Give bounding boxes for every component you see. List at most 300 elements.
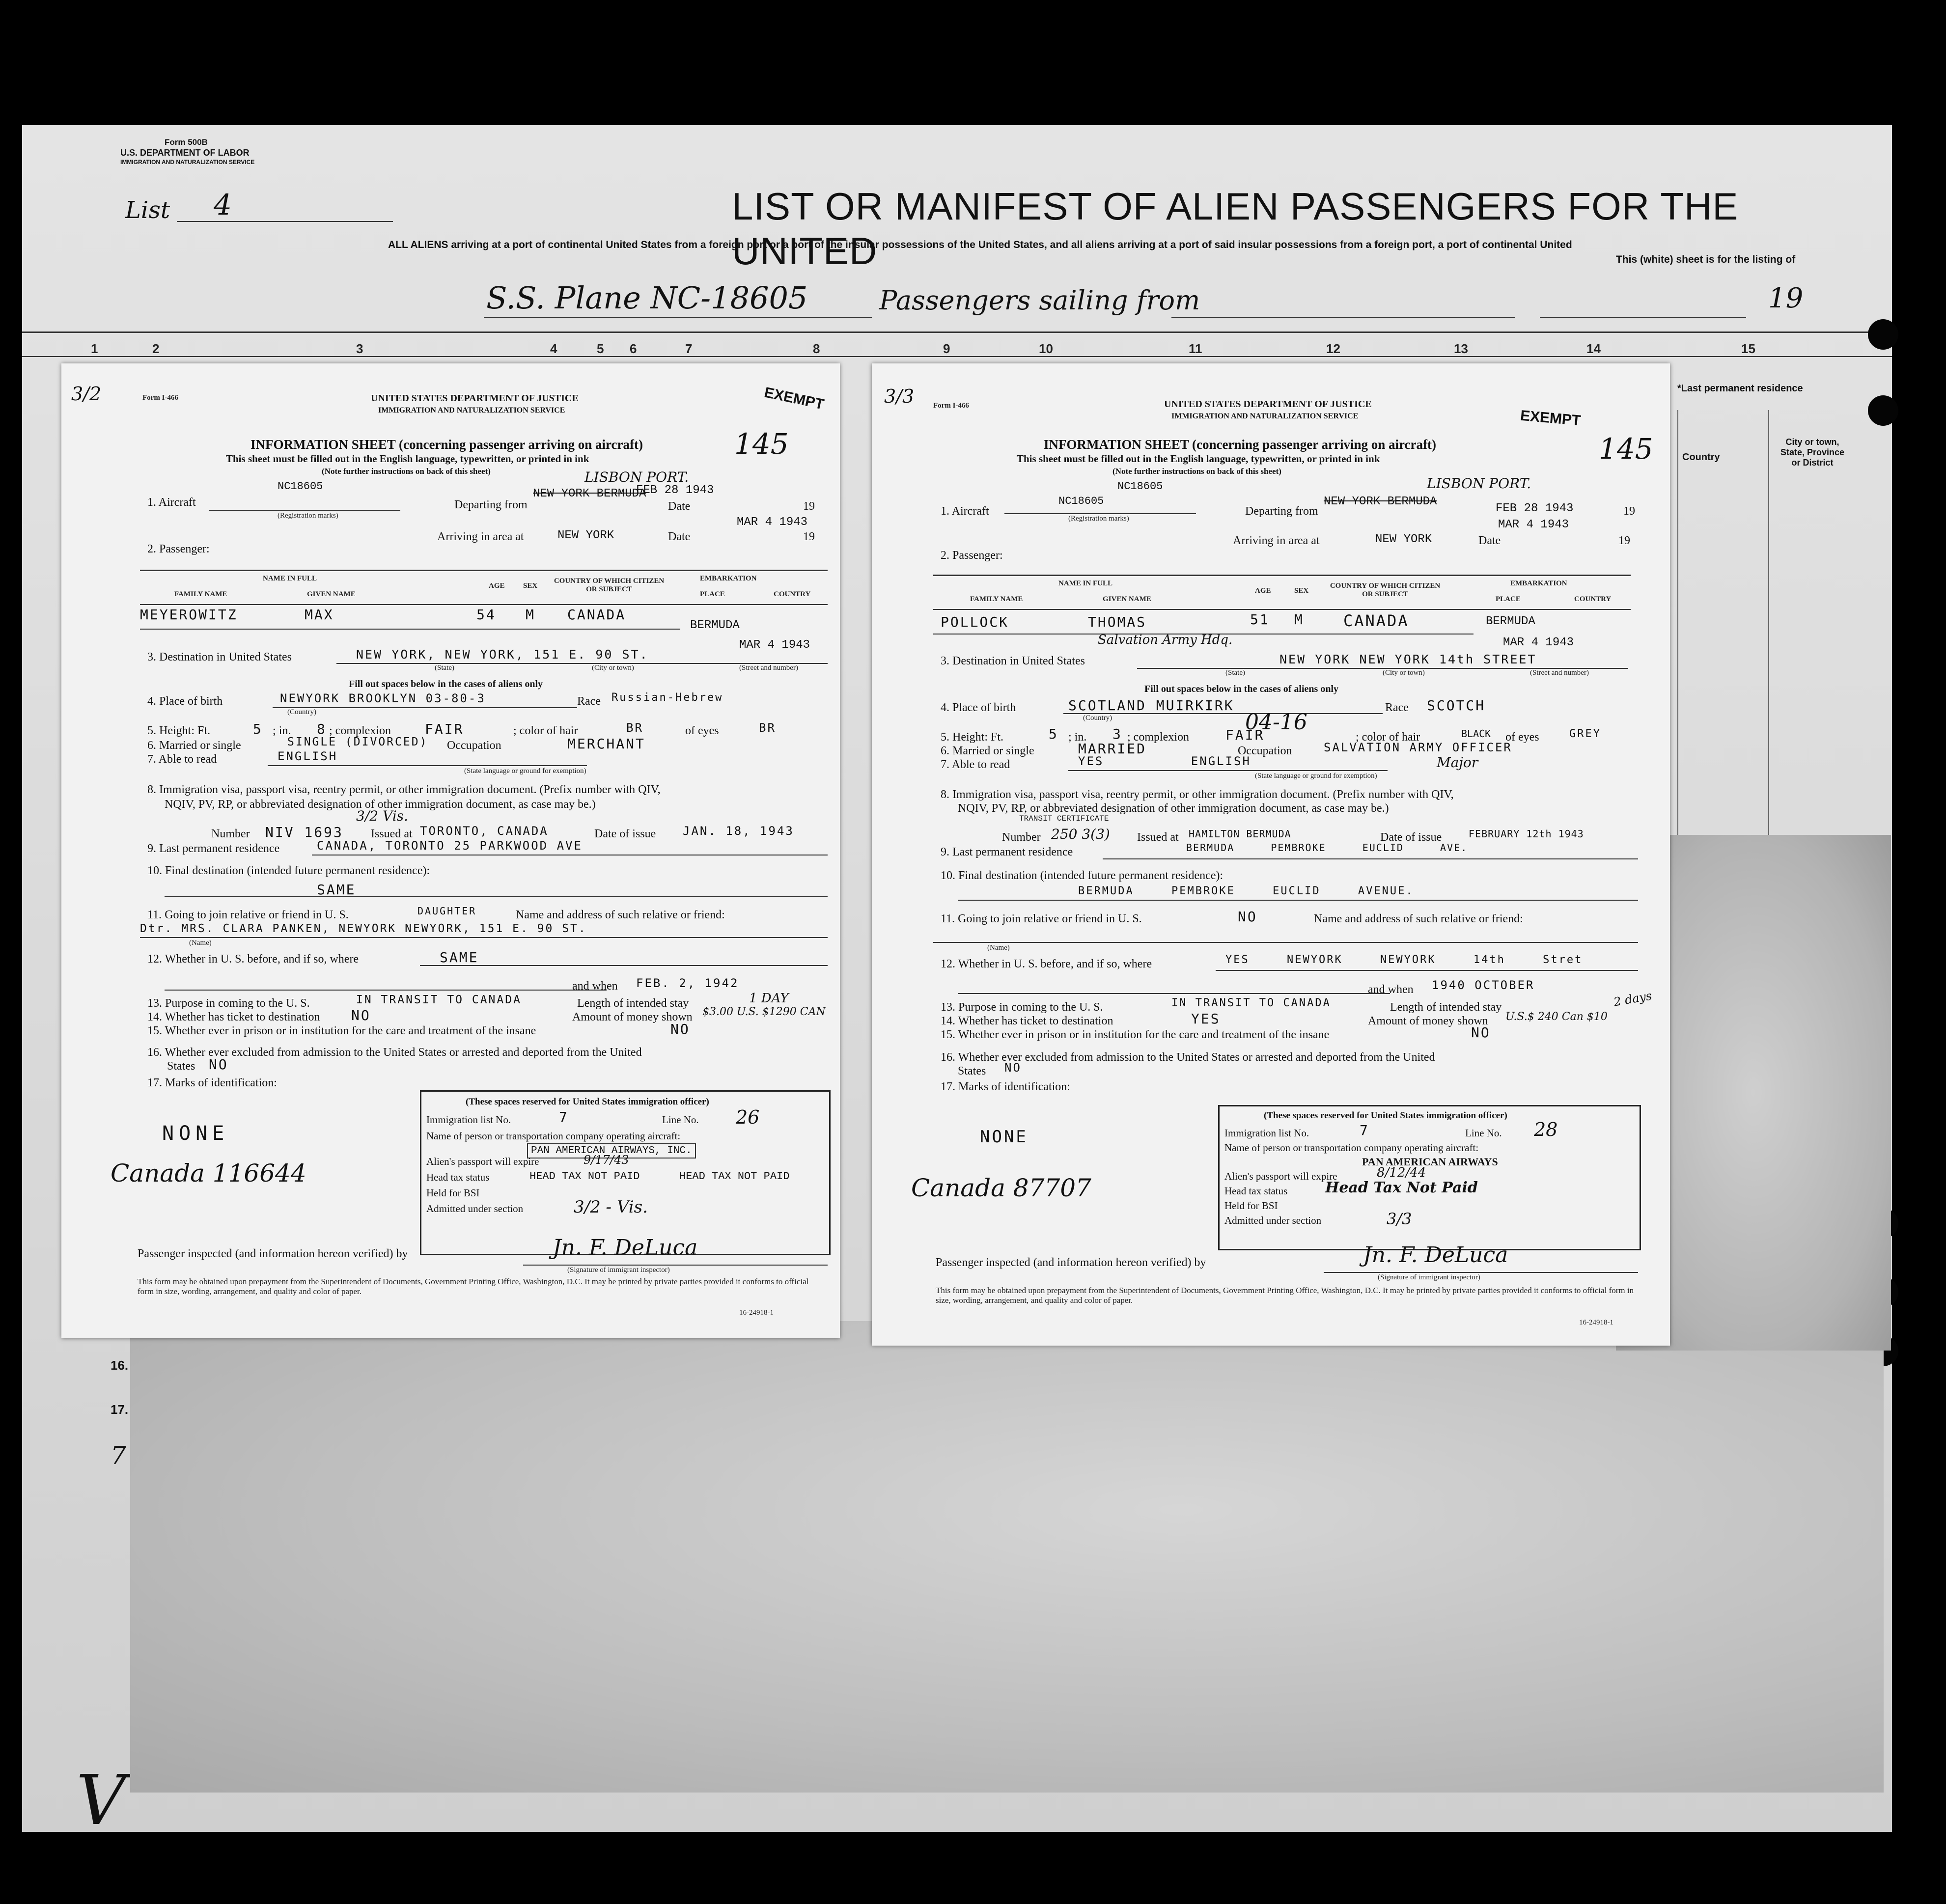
sheet2-and-when: and when bbox=[1368, 983, 1414, 996]
sheet2-hair: BLACK bbox=[1461, 728, 1491, 740]
sheet2-col-given: GIVEN NAME bbox=[1103, 595, 1151, 603]
sheet2-age: 51 bbox=[1250, 611, 1270, 628]
manifest-year: 19 bbox=[1768, 282, 1804, 314]
sheet2-q16a: 16. Whether ever excluded from admission to the United States or arrested and deported from the United bbox=[941, 1051, 1435, 1064]
sheet2-q8a: 8. Immigration visa, passport visa, reentry permit, or other immigration document. (Prefix number with QIV, bbox=[941, 788, 1454, 801]
bottom-check-mark: V bbox=[76, 1761, 126, 1841]
sheet2-money-label: Amount of money shown bbox=[1368, 1015, 1488, 1027]
sheet1-marks: NONE bbox=[162, 1122, 229, 1145]
sheet2-col-place: PLACE bbox=[1496, 595, 1521, 603]
sheet1-when: FEB. 2, 1942 bbox=[636, 976, 739, 990]
manifest-vessel: S.S. Plane NC-18605 bbox=[486, 280, 808, 316]
sheet1-in-label: ; in. bbox=[273, 724, 291, 737]
col-num-2: 2 bbox=[152, 341, 160, 356]
sheet2-col-age: AGE bbox=[1255, 587, 1271, 595]
sheet2-residence: BERMUDA PEMBROKE EUCLID AVE. bbox=[1186, 842, 1468, 854]
sheet1-company: PAN AMERICAN AIRWAYS, INC. bbox=[527, 1143, 696, 1159]
sheet2-q15: 15. Whether ever in prison or in institution for the care and treatment of the insane bbox=[941, 1028, 1330, 1041]
sheet1-residence: CANADA, TORONTO 25 PARKWOOD AVE bbox=[317, 839, 583, 853]
sheet1-aircraft-mark: NC18605 bbox=[278, 480, 323, 493]
sheet1-family-name: MEYEROWITZ bbox=[140, 607, 238, 623]
col15-rule bbox=[1677, 410, 1678, 901]
sheet1-hair: BR bbox=[626, 721, 643, 735]
sheet1-q17: 17. Marks of identification: bbox=[147, 1076, 277, 1089]
sheet1-agency: UNITED STATES DEPARTMENT OF JUSTICE bbox=[371, 393, 579, 404]
col-num-14: 14 bbox=[1586, 341, 1601, 356]
sheet1-admitted-label: Admitted under section bbox=[426, 1203, 524, 1214]
sheet1-q16b: States bbox=[167, 1060, 195, 1073]
sheet1-year-2: 19 bbox=[803, 530, 815, 543]
sheet1-q10: 10. Final destination (intended future permanent residence): bbox=[147, 864, 430, 877]
sheet2-box-title: (These spaces reserved for United States immigration officer) bbox=[1264, 1110, 1507, 1121]
sheet1-cert: Canada 116644 bbox=[111, 1159, 306, 1187]
sheet2-inspector: Jn. F. DeLuca bbox=[1363, 1242, 1508, 1268]
sheet2-col-family: FAMILY NAME bbox=[970, 595, 1023, 603]
sheet2-aliens-only: Fill out spaces below in the cases of aliens only bbox=[1144, 684, 1339, 694]
sheet2-footer: This form may be obtained upon prepayment from the Superintendent of Documents, Government Printing Office, Washington, D.C. It may be printed by private parties provided it conforms to official form in size, wording, arrangement, and quality and color of paper. bbox=[936, 1286, 1634, 1305]
sheet1-race: Russian-Hebrew bbox=[612, 691, 723, 704]
sheet1-embark-place: BERMUDA bbox=[690, 619, 740, 632]
sheet2-embark-place: BERMUDA bbox=[1486, 615, 1535, 628]
sheet1-line-label: Line No. bbox=[662, 1114, 699, 1126]
col-num-11: 11 bbox=[1189, 341, 1202, 356]
sheet1-inspector: Jn. F. DeLuca bbox=[553, 1235, 698, 1260]
col-num-8: 8 bbox=[813, 341, 820, 356]
sheet1-aliens-only: Fill out spaces below in the cases of aliens only bbox=[349, 679, 543, 690]
sheet2-stay: 2 days bbox=[1612, 989, 1653, 1009]
sheet1-final-dest: SAME bbox=[317, 882, 356, 898]
sheet2-passport-label: Alien's passport will expire bbox=[1224, 1170, 1337, 1182]
sheet1-q14: 14. Whether has ticket to destination bbox=[147, 1011, 320, 1023]
sheet2-line-no: 28 bbox=[1534, 1119, 1558, 1140]
sheet1-eyes-label: of eyes bbox=[685, 724, 719, 737]
sheet1-instr2: (Note further instructions on back of this sheet) bbox=[322, 467, 491, 476]
col-num-6: 6 bbox=[630, 341, 637, 356]
table-bottom-rule bbox=[140, 629, 680, 630]
sheet1-col-name-full: NAME IN FULL bbox=[263, 575, 317, 582]
sheet1-street-lbl: (Street and number) bbox=[739, 664, 798, 672]
sheet1-head-tax-stamp: HEAD TAX NOT PAID bbox=[679, 1170, 790, 1183]
sheet2-race: SCOTCH bbox=[1427, 697, 1486, 714]
manifest-title: LIST OR MANIFEST OF ALIEN PASSENGERS FOR THE UNITED bbox=[732, 185, 1739, 273]
sheet2-read-note: (State language or ground for exemption) bbox=[1255, 772, 1377, 780]
sheet2-family-name: POLLOCK bbox=[941, 614, 1009, 630]
sheet1-before: SAME bbox=[440, 949, 479, 966]
sheet1-dest: NEW YORK, NEW YORK, 151 E. 90 ST. bbox=[356, 647, 649, 662]
sheet1-occupation: MERCHANT bbox=[567, 736, 645, 752]
sheet2-departing-label: Departing from bbox=[1245, 505, 1318, 518]
sheet2-race-label: Race bbox=[1385, 701, 1409, 714]
sheet2-passport: 8/12/44 bbox=[1377, 1165, 1426, 1180]
sheet1-eyes: BR bbox=[759, 721, 776, 735]
sheet1-line-no: 26 bbox=[736, 1106, 760, 1128]
sheet2-complexion: FAIR bbox=[1225, 727, 1265, 743]
table-top-rule-2 bbox=[933, 575, 1631, 576]
sheet2-imm-list-label: Immigration list No. bbox=[1224, 1127, 1309, 1139]
sheet2-q8b: NQIV, PV, RP, or abbreviated designation of other immigration document, as case may be.) bbox=[958, 802, 1389, 815]
sheet1-ticket: NO bbox=[351, 1007, 371, 1023]
sheet1-state-lbl: (State) bbox=[435, 664, 454, 672]
sheet1-purpose: IN TRANSIT TO CANADA bbox=[356, 993, 522, 1006]
sheet2-officer-box bbox=[1218, 1105, 1641, 1250]
sheet2-excluded: NO bbox=[1004, 1061, 1022, 1075]
manifest-department: U.S. DEPARTMENT OF LABOR bbox=[120, 148, 250, 158]
sheet1-money: $3.00 U.S. $1290 CAN bbox=[702, 1006, 826, 1018]
col15-rule-2 bbox=[1768, 410, 1769, 901]
col-num-1: 1 bbox=[91, 341, 98, 356]
sheet2-admitted-label: Admitted under section bbox=[1224, 1214, 1322, 1226]
info-sheet-pollock bbox=[872, 363, 1670, 1346]
sheet1-stamp-number: 145 bbox=[734, 427, 789, 461]
sheet2-head-tax: Head Tax Not Paid bbox=[1325, 1179, 1478, 1196]
sheet2-corner-note: 3/3 bbox=[884, 386, 915, 407]
relative-line-2 bbox=[933, 942, 1638, 943]
sheet1-passport-label: Alien's passport will expire bbox=[426, 1156, 539, 1167]
sheet1-country-lbl: (Country) bbox=[287, 708, 317, 716]
col-num-3: 3 bbox=[356, 341, 363, 356]
sheet2-inspected-label: Passenger inspected (and information hereon verified) by bbox=[936, 1256, 1206, 1269]
col-num-7: 7 bbox=[685, 341, 693, 356]
sheet1-doc-number: NIV 1693 bbox=[265, 824, 343, 840]
sheet2-marital: MARRIED bbox=[1078, 741, 1147, 757]
manifest-sailing-label: Passengers sailing from bbox=[879, 285, 1200, 316]
sheet1-exempt: EXEMPT bbox=[763, 384, 826, 413]
sheet2-arrive-value: NEW YORK bbox=[1375, 533, 1432, 546]
sheet2-footer-code: 16-24918-1 bbox=[1579, 1319, 1613, 1326]
sheet2-purpose: IN TRANSIT TO CANADA bbox=[1171, 997, 1331, 1009]
sheet1-imm-list-label: Immigration list No. bbox=[426, 1114, 511, 1126]
info-sheet-meyerowitz bbox=[61, 363, 840, 1338]
sheet2-relation: NO bbox=[1238, 909, 1257, 925]
sheet2-q4: 4. Place of birth bbox=[941, 701, 1016, 714]
sheet2-street-lbl: (Street and number) bbox=[1530, 669, 1589, 677]
table-top-rule bbox=[140, 570, 828, 571]
col15-city: City or town, State, Province or District bbox=[1780, 437, 1845, 468]
sheet1-occupation-label: Occupation bbox=[447, 739, 501, 752]
sheet1-q3: 3. Destination in United States bbox=[147, 651, 292, 663]
sheet1-read-note: (State language or ground for exemption) bbox=[464, 767, 586, 775]
sheet1-stay-label: Length of intended stay bbox=[577, 997, 689, 1010]
col-num-4: 4 bbox=[550, 341, 557, 356]
sheet1-date-label-2: Date bbox=[668, 530, 691, 543]
sheet1-col-sex: SEX bbox=[523, 582, 538, 590]
sheet2-q5: 5. Height: Ft. bbox=[941, 731, 1004, 744]
sheet1-departing-struck: NEW YORK BERMUDA bbox=[533, 487, 646, 500]
manifest-subtitle-1: ALL ALIENS arriving at a port of continental United States from a foreign port or a port of the insular possessions of the United States, and all aliens arriving at a port of said insular possessions from a foreign port, a port of continental United bbox=[388, 239, 1572, 250]
sheet2-money: U.S.$ 240 Can $10 bbox=[1505, 1011, 1608, 1023]
sheet1-q15: 15. Whether ever in prison or in institution for the care and treatment of the insane bbox=[147, 1024, 536, 1037]
sheet1-form-id: Form I-466 bbox=[142, 394, 178, 402]
before-line-2 bbox=[165, 990, 607, 991]
sheet1-head-tax-label: Head tax status bbox=[426, 1171, 490, 1183]
table-head-rule bbox=[140, 604, 828, 605]
sheet2-q7: 7. Able to read bbox=[941, 758, 1010, 771]
sheet2-arrive-label: Arriving in area at bbox=[1233, 534, 1320, 547]
sheet2-dest-note: Salvation Army Hdq. bbox=[1098, 633, 1233, 647]
backing-paper bbox=[130, 1321, 1884, 1793]
manifest-col-rule bbox=[22, 356, 1892, 357]
sheet1-excluded: NO bbox=[209, 1056, 228, 1073]
table-head-rule-2 bbox=[933, 609, 1631, 610]
sheet2-issued-at: HAMILTON BERMUDA bbox=[1189, 828, 1291, 840]
sheet2-prison: NO bbox=[1471, 1024, 1491, 1041]
manifest-service: IMMIGRATION AND NATURALIZATION SERVICE bbox=[120, 159, 255, 166]
sheet1-arrive-date: MAR 4 1943 bbox=[737, 516, 808, 529]
sheet1-number-label: Number bbox=[211, 828, 250, 840]
sheet2-form-id: Form I-466 bbox=[933, 402, 969, 410]
col-num-12: 12 bbox=[1326, 341, 1340, 356]
sheet2-read: YES ENGLISH bbox=[1078, 754, 1251, 768]
sheet2-agency-service: IMMIGRATION AND NATURALIZATION SERVICE bbox=[1171, 412, 1359, 420]
sheet2-name-lbl: (Name) bbox=[987, 944, 1010, 952]
sheet2-embark-date: MAR 4 1943 bbox=[1503, 636, 1574, 649]
sheet2-reg-marks: (Registration marks) bbox=[1068, 515, 1129, 523]
sheet2-occupation-label: Occupation bbox=[1238, 745, 1292, 757]
sheet1-height-in: 8 bbox=[317, 721, 327, 737]
sheet2-marks: NONE bbox=[980, 1127, 1028, 1147]
sheet1-issue-date: JAN. 18, 1943 bbox=[683, 824, 794, 838]
sheet2-q10: 10. Final destination (intended future permanent residence): bbox=[941, 869, 1223, 882]
sheet2-citizen: CANADA bbox=[1343, 611, 1409, 630]
sheet1-col-country: COUNTRY OF WHICH CITIZEN OR SUBJECT bbox=[554, 577, 665, 593]
sheet1-admitted: 3/2 - Vis. bbox=[574, 1197, 648, 1217]
list-number-line bbox=[177, 221, 393, 222]
sheet1-complexion: FAIR bbox=[425, 721, 464, 737]
sheet1-col-age: AGE bbox=[489, 582, 505, 590]
sheet2-q9: 9. Last permanent residence bbox=[941, 846, 1073, 858]
manifest-list-label: List bbox=[125, 196, 170, 224]
sheet2-stay-label: Length of intended stay bbox=[1390, 1001, 1502, 1014]
inspector-line bbox=[523, 1265, 828, 1266]
sheet1-q7: 7. Able to read bbox=[147, 753, 217, 766]
sailing-line bbox=[1171, 317, 1515, 318]
sheet1-col-embark-country: COUNTRY bbox=[774, 590, 811, 598]
sheet2-dest: NEW YORK NEW YORK 14th STREET bbox=[1279, 652, 1537, 666]
sheet2-sex: M bbox=[1294, 611, 1304, 628]
before-line bbox=[420, 965, 828, 966]
sheet2-head-tax-label: Head tax status bbox=[1224, 1185, 1288, 1197]
margin-mark-7: 7 bbox=[111, 1441, 126, 1470]
manifest-form-number: Form 500B bbox=[165, 138, 208, 147]
sheet2-when: 1940 OCTOBER bbox=[1432, 978, 1535, 992]
margin-mark-16: 16. bbox=[111, 1358, 129, 1373]
read-line-2 bbox=[1068, 770, 1388, 771]
punch-hole bbox=[1868, 319, 1898, 350]
sheet1-read: ENGLISH bbox=[278, 749, 338, 763]
sheet1-name-addr-label: Name and address of such relative or friend: bbox=[516, 909, 725, 921]
sheet2-q2: 2. Passenger: bbox=[941, 549, 1003, 562]
sheet2-q3: 3. Destination in United States bbox=[941, 655, 1085, 667]
sheet1-col-family: FAMILY NAME bbox=[174, 590, 227, 598]
inspector-line-2 bbox=[1324, 1272, 1638, 1273]
sheet2-admitted: 3/3 bbox=[1387, 1210, 1412, 1228]
sheet1-depart-date: FEB 28 1943 bbox=[636, 484, 714, 497]
sheet2-line-label: Line No. bbox=[1465, 1127, 1502, 1139]
sheet1-arrive-value: NEW YORK bbox=[557, 529, 614, 542]
sheet1-q9: 9. Last permanent residence bbox=[147, 842, 280, 855]
before-line-3 bbox=[1216, 970, 1638, 971]
sheet1-arrive-label: Arriving in area at bbox=[437, 530, 524, 543]
sheet2-company-label: Name of person or transportation company operating aircraft: bbox=[1224, 1142, 1479, 1154]
sheet1-date-label: Date bbox=[668, 500, 691, 513]
col-num-10: 10 bbox=[1039, 341, 1053, 356]
sheet1-q13: 13. Purpose in coming to the U. S. bbox=[147, 997, 310, 1010]
sheet1-height-ft: 5 bbox=[253, 721, 263, 737]
date-line bbox=[1540, 317, 1746, 318]
col15-title: *Last permanent residence bbox=[1677, 383, 1803, 394]
sheet2-final-dest: BERMUDA PEMBROKE EUCLID AVENUE. bbox=[1078, 885, 1414, 897]
manifest-header-rule bbox=[22, 331, 1892, 333]
sheet2-height-ft: 5 bbox=[1049, 726, 1058, 742]
sheet2-state-lbl: (State) bbox=[1225, 669, 1245, 677]
sheet1-box-title: (These spaces reserved for United States immigration officer) bbox=[466, 1097, 709, 1107]
sheet2-occupation: SALVATION ARMY OFFICER bbox=[1324, 741, 1512, 754]
sheet2-issued-label: Issued at bbox=[1137, 831, 1179, 844]
sheet1-name-lbl: (Name) bbox=[189, 939, 212, 947]
punch-hole bbox=[1868, 395, 1898, 426]
sheet1-sex: M bbox=[526, 607, 535, 623]
sheet2-imm-list: 7 bbox=[1360, 1122, 1369, 1138]
sheet1-departing-label: Departing from bbox=[454, 498, 528, 511]
col-num-5: 5 bbox=[597, 341, 604, 356]
sheet2-sig-label: (Signature of immigrant inspector) bbox=[1378, 1273, 1480, 1281]
sheet1-footer: This form may be obtained upon prepayment from the Superintendent of Documents, Government Printing Office, Washington, D.C. It may be printed by private parties provided it conforms to official form in size, wording, arrangement, and quality and color of paper. bbox=[138, 1277, 809, 1296]
sheet1-q4: 4. Place of birth bbox=[147, 695, 223, 708]
sheet2-height-in: 3 bbox=[1112, 726, 1122, 742]
col15-header bbox=[1677, 383, 1874, 594]
sheet2-exempt: EXEMPT bbox=[1519, 407, 1582, 429]
manifest-list-number: 4 bbox=[214, 188, 232, 221]
sheet1-company-label: Name of person or transportation company operating aircraft: bbox=[426, 1130, 681, 1142]
sheet1-embark-date: MAR 4 1943 bbox=[739, 638, 810, 652]
sheet2-col-embark-country: COUNTRY bbox=[1574, 595, 1612, 603]
sheet2-ticket: YES bbox=[1191, 1011, 1221, 1027]
sheet2-agency: UNITED STATES DEPARTMENT OF JUSTICE bbox=[1164, 399, 1372, 410]
sheet2-departing-struck: NEW YORK BERMUDA bbox=[1324, 495, 1437, 508]
sheet2-q1: 1. Aircraft bbox=[941, 505, 989, 518]
sheet1-citizen: CANADA bbox=[567, 607, 626, 623]
sheet1-col-given: GIVEN NAME bbox=[307, 590, 356, 598]
sheet2-year-2: 19 bbox=[1618, 534, 1630, 547]
sheet2-aircraft-mark-2: NC18605 bbox=[1117, 480, 1163, 493]
sheet2-q12: 12. Whether in U. S. before, and if so, where bbox=[941, 958, 1152, 970]
sheet1-q11: 11. Going to join relative or friend in U. S. bbox=[147, 909, 349, 921]
birth-line bbox=[273, 707, 577, 708]
sheet2-q11: 11. Going to join relative or friend in U. S. bbox=[941, 912, 1142, 925]
sheet2-doc-number: 250 3(3) bbox=[1051, 826, 1110, 842]
before-line-4 bbox=[958, 993, 1390, 994]
sheet1-q1: 1. Aircraft bbox=[147, 496, 196, 509]
sheet2-q17: 17. Marks of identification: bbox=[941, 1080, 1070, 1093]
sheet2-date-label-2: Date bbox=[1478, 534, 1501, 547]
sheet2-bsi-label: Held for BSI bbox=[1224, 1200, 1278, 1212]
sheet2-q14: 14. Whether has ticket to destination bbox=[941, 1015, 1113, 1027]
sheet1-birth: NEWYORK BROOKLYN 03-80-3 bbox=[280, 691, 486, 705]
col-num-15: 15 bbox=[1741, 341, 1755, 356]
sheet1-footer-code: 16-24918-1 bbox=[739, 1309, 774, 1317]
sheet1-instr1: This sheet must be filled out in the English language, typewritten, or printed in ink bbox=[226, 453, 589, 465]
aircraft-line bbox=[209, 510, 400, 511]
sheet2-number-label: Number bbox=[1002, 831, 1041, 844]
sheet1-q12: 12. Whether in U. S. before, and if so, where bbox=[147, 953, 359, 966]
sheet1-agency-service: IMMIGRATION AND NATURALIZATION SERVICE bbox=[378, 406, 565, 414]
sheet2-cert: Canada 87707 bbox=[911, 1174, 1091, 1202]
sheet1-stay: 1 DAY bbox=[749, 991, 789, 1006]
sheet2-stamp-number: 145 bbox=[1599, 432, 1653, 466]
sheet1-year-1: 19 bbox=[803, 500, 815, 513]
sheet2-given-name: THOMAS bbox=[1088, 614, 1147, 630]
sheet2-occupation-note: Major bbox=[1437, 754, 1478, 771]
sheet2-complexion-label: ; complexion bbox=[1127, 731, 1189, 744]
sheet1-passport: 9/17/43 bbox=[584, 1153, 629, 1167]
sheet1-q16a: 16. Whether ever excluded from admission to the United States or arrested and deported from the United bbox=[147, 1046, 642, 1059]
sheet1-q8b: NQIV, PV, RP, or abbreviated designation of other immigration document, as case may be.) bbox=[165, 798, 596, 811]
sheet1-doc-note: 3/2 Vis. bbox=[356, 808, 408, 824]
read-line bbox=[268, 765, 587, 766]
sheet2-doc-note: TRANSIT CERTIFICATE bbox=[1019, 814, 1109, 823]
col-num-13: 13 bbox=[1454, 341, 1468, 356]
sheet2-q6: 6. Married or single bbox=[941, 745, 1034, 757]
sheet2-city-lbl: (City or town) bbox=[1383, 669, 1425, 677]
sheet2-q16b: States bbox=[958, 1065, 986, 1077]
final-dest-line bbox=[165, 896, 828, 897]
sheet2-departing-value: LISBON PORT. bbox=[1427, 475, 1531, 492]
sheet2-aircraft-mark: NC18605 bbox=[1058, 495, 1104, 507]
sheet1-city-lbl: (City or town) bbox=[592, 664, 634, 672]
sheet1-issued-at: TORONTO, CANADA bbox=[420, 824, 549, 838]
sheet1-marital: SINGLE (DIVORCED) bbox=[287, 736, 428, 748]
relative-line bbox=[140, 937, 828, 938]
col-num-9: 9 bbox=[943, 341, 950, 356]
sheet1-race-label: Race bbox=[577, 695, 601, 708]
sheet1-complexion-label: ; complexion bbox=[329, 724, 391, 737]
sheet1-issued-label: Issued at bbox=[371, 828, 413, 840]
sheet2-before: YES NEWYORK NEWYORK 14th Stret bbox=[1225, 954, 1583, 966]
sheet2-eyes-label: of eyes bbox=[1505, 731, 1539, 744]
sheet1-imm-list: 7 bbox=[559, 1109, 569, 1125]
sheet1-and-when: and when bbox=[572, 980, 618, 993]
sheet1-issue-date-label: Date of issue bbox=[594, 828, 656, 840]
sheet1-col-place: PLACE bbox=[700, 590, 725, 598]
sheet1-head-tax: HEAD TAX NOT PAID bbox=[529, 1170, 640, 1183]
sheet1-departing-value: LISBON PORT. bbox=[584, 469, 689, 485]
sheet1-officer-box bbox=[420, 1090, 831, 1255]
sheet1-q2: 2. Passenger: bbox=[147, 543, 210, 555]
sheet1-prison: NO bbox=[670, 1021, 690, 1037]
sheet2-year-1: 19 bbox=[1623, 505, 1635, 518]
sheet1-given-name: MAX bbox=[305, 607, 334, 623]
sheet2-col-embark: EMBARKATION bbox=[1510, 579, 1567, 587]
sheet1-age: 54 bbox=[476, 607, 496, 623]
sheet2-instr2: (Note further instructions on back of this sheet) bbox=[1112, 467, 1281, 476]
margin-mark-17: 17. bbox=[111, 1402, 129, 1417]
sheet2-col-country: COUNTRY OF WHICH CITIZEN OR SUBJECT bbox=[1330, 582, 1441, 598]
sheet2-instr1: This sheet must be filled out in the English language, typewritten, or printed in ink bbox=[1017, 453, 1380, 465]
sheet2-birth-date: 04-16 bbox=[1245, 710, 1307, 735]
sheet1-hair-label: ; color of hair bbox=[513, 724, 578, 737]
sheet2-name-addr-label: Name and address of such relative or friend: bbox=[1314, 912, 1523, 925]
sheet2-col-sex: SEX bbox=[1294, 587, 1309, 595]
sheet2-country-lbl: (Country) bbox=[1083, 714, 1112, 722]
sheet1-inspected-label: Passenger inspected (and information hereon verified) by bbox=[138, 1247, 408, 1260]
sheet2-arrive-date: MAR 4 1943 bbox=[1498, 518, 1569, 531]
sheet1-q5: 5. Height: Ft. bbox=[147, 724, 211, 737]
aircraft-line-2 bbox=[1004, 513, 1196, 514]
sheet1-corner-note: 3/2 bbox=[71, 383, 102, 405]
sheet2-q13: 13. Purpose in coming to the U. S. bbox=[941, 1001, 1103, 1014]
col15-country: Country bbox=[1682, 452, 1720, 463]
sheet2-col-name-full: NAME IN FULL bbox=[1058, 579, 1113, 587]
